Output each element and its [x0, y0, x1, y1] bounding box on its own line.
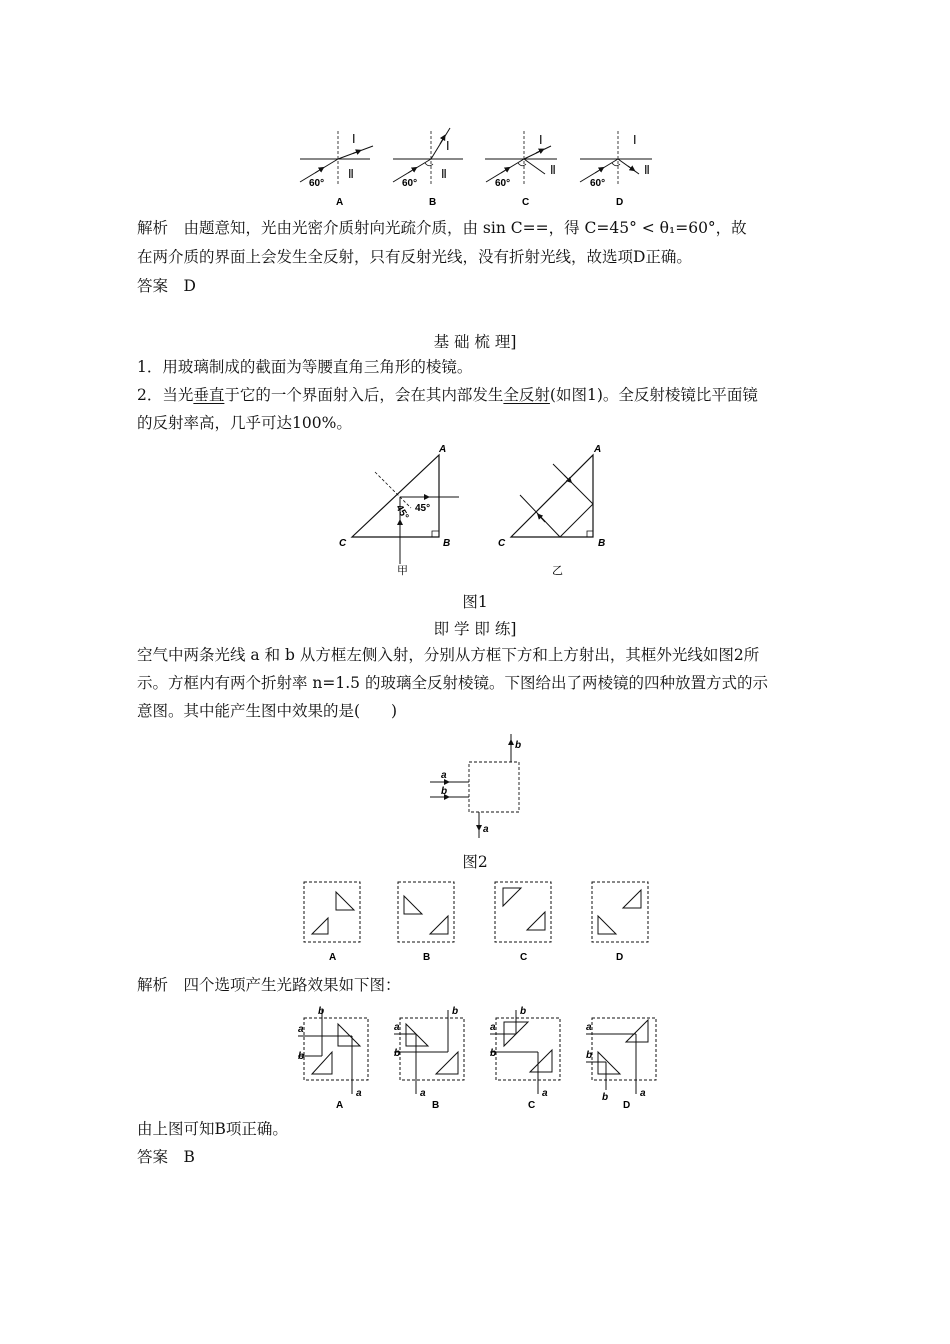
caption-yi: 乙 [552, 565, 563, 577]
ray-a-out-label: a [420, 1088, 426, 1099]
ray-b-label: b [298, 1051, 305, 1062]
medium-2-label: Ⅱ [550, 163, 556, 177]
medium-2-label: Ⅱ [441, 167, 447, 181]
angle-label-2: 45° [393, 503, 411, 522]
figure-1-prisms [335, 440, 625, 590]
option-c-diagram [485, 131, 557, 208]
analysis-1-line-2: 在两介质的界面上会发生全反射，只有反射光线，没有折射光线，故选项D正确。 [137, 248, 692, 266]
option-c-box [495, 882, 551, 963]
ray-a-out-label: a [542, 1088, 548, 1099]
underlined-term-perpendicular: 垂直 [193, 386, 225, 404]
path-c-diagram [490, 1006, 560, 1111]
question-line-3: 意图。其中能产生图中效果的是( ) [137, 702, 398, 720]
path-d-diagram [586, 1018, 656, 1111]
basics-item-1: 1．用玻璃制成的截面为等腰直角三角形的棱镜。 [137, 358, 473, 376]
basics-item-2-line-2: 的反射率高，几乎可达100%。 [137, 414, 352, 432]
medium-1-label: Ⅰ [539, 133, 543, 147]
ray-a-label: a [394, 1022, 400, 1033]
vertex-b-label: B [598, 538, 606, 549]
analysis-2: 解析 四个选项产生光路效果如下图： [137, 976, 401, 994]
figure-2-box [425, 730, 535, 842]
option-label: A [329, 952, 337, 963]
vertex-a-label: A [439, 444, 447, 455]
angle-label: 60° [495, 178, 511, 189]
ray-b-out-label: b [602, 1092, 609, 1103]
ray-a-label: a [441, 770, 447, 781]
option-label: C [520, 952, 528, 963]
underlined-term-total-reflection: 全反射 [503, 386, 550, 404]
option-label: B [432, 1100, 440, 1111]
option-a-box [304, 882, 360, 963]
answer-1: 答案 D [137, 277, 196, 295]
option-d-box [592, 882, 648, 963]
answer-2: 答案 B [137, 1148, 195, 1166]
path-a-diagram [298, 1006, 368, 1111]
medium-2-label: Ⅱ [644, 163, 650, 177]
medium-1-label: Ⅰ [446, 139, 450, 153]
section-heading-basics: 基 础 梳 理] [433, 333, 517, 351]
path-b-diagram [394, 1006, 464, 1111]
ray-a-label: a [298, 1024, 304, 1035]
conclusion: 由上图可知B项正确。 [137, 1120, 288, 1138]
ray-a-label: a [586, 1022, 592, 1033]
option-label: B [429, 197, 437, 208]
ray-b-label: b [394, 1048, 401, 1059]
prism-jia [339, 444, 459, 577]
option-label: A [336, 197, 344, 208]
caption-jia: 甲 [397, 565, 408, 577]
ray-b-label: b [441, 786, 448, 797]
ray-a-out-label: a [483, 824, 489, 835]
ray-b-out-label: b [520, 1006, 527, 1017]
ray-a-out-label: a [640, 1088, 646, 1099]
options-figure [298, 878, 658, 964]
option-label: D [616, 197, 624, 208]
section-heading-practice: 即 学 即 练] [433, 620, 517, 638]
prism-yi [498, 444, 605, 577]
basics-item-2: 2．当光垂直于它的一个界面射入后，会在其内部发生全反射(如图1)。全反射棱镜比平面镜 [137, 386, 758, 404]
question-line-2: 示。方框内有两个折射率 n=1.5 的玻璃全反射棱镜。下图给出了两棱镜的四种放置方式的示 [137, 674, 768, 692]
option-a-diagram [300, 131, 373, 208]
ray-b-out-label: b [452, 1006, 459, 1017]
option-label: D [623, 1100, 631, 1111]
ray-a-out-label: a [356, 1088, 362, 1099]
question-line-1: 空气中两条光线 a 和 b 从方框左侧入射，分别从方框下方和上方射出，其框外光线如图2所 [137, 646, 760, 664]
option-label: C [522, 197, 530, 208]
angle-label-1: 45° [415, 503, 431, 514]
ray-b-label: b [586, 1050, 593, 1061]
figure-2-title: 图2 [462, 853, 488, 871]
option-label: B [423, 952, 431, 963]
analysis-1-line-1: 解析 由题意知，光由光密介质射向光疏介质，由 sin C==，得 C=45° < θ₁=60°，故 [137, 219, 747, 237]
vertex-c-label: C [498, 538, 506, 549]
option-label: C [528, 1100, 536, 1111]
medium-2-label: Ⅱ [348, 167, 354, 181]
angle-label: 60° [590, 178, 606, 189]
figure-1-title: 图1 [462, 593, 488, 611]
option-label: A [336, 1100, 344, 1111]
vertex-a-label: A [594, 444, 602, 455]
option-d-diagram [580, 131, 652, 208]
vertex-b-label: B [443, 538, 451, 549]
top-refraction-figure [295, 126, 665, 210]
ray-b-label: b [490, 1048, 497, 1059]
medium-1-label: Ⅰ [352, 132, 356, 146]
vertex-c-label: C [339, 538, 347, 549]
light-paths-figure [292, 1004, 662, 1114]
angle-label: 60° [309, 178, 325, 189]
option-label: D [616, 952, 624, 963]
angle-label: 60° [402, 178, 418, 189]
ray-b-out-label: b [318, 1006, 325, 1017]
ray-b-out-label: b [515, 740, 522, 751]
ray-a-label: a [490, 1022, 496, 1033]
option-b-diagram [393, 128, 463, 208]
medium-1-label: Ⅰ [633, 133, 637, 147]
option-b-box [398, 882, 454, 963]
